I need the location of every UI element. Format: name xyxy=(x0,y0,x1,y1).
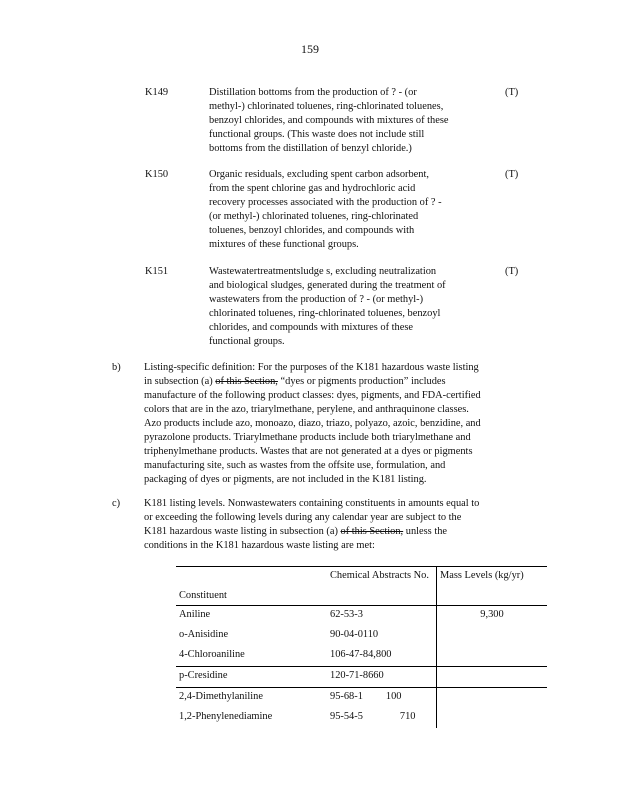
cell-mass xyxy=(437,667,548,688)
cell-constituent: Aniline xyxy=(179,609,211,620)
text-span: K181 hazardous waste listing in subsection (a) xyxy=(144,526,341,537)
cell-constituent: o-Anisidine xyxy=(179,629,229,640)
cell-mass: 9,300 xyxy=(480,609,504,620)
description-line: functional groups. (This waste does not include still xyxy=(209,129,425,140)
paragraph-line: Azo products include azo, monoazo, diazo, triazo, polyazo, azoic, benzidine, and xyxy=(144,418,481,429)
paragraph-line: K181 listing levels. Nonwastewaters containing constituents in amounts equal to xyxy=(144,498,480,509)
description-line: Organic residuals, excluding spent carbon adsorbent, xyxy=(209,169,429,180)
description-line: Wastewatertreatmentsludge s, excluding neutralization xyxy=(209,266,437,277)
waste-code: K151 xyxy=(145,266,169,277)
table-row xyxy=(176,708,547,728)
paragraph-line: manufacturing site, such as wastes from the offsite use, formulation, and xyxy=(144,460,446,471)
description-line: (or methyl-) chlorinated toluenes, ring-chlorinated xyxy=(209,211,419,222)
header-cas: Chemical Abstracts No. xyxy=(327,567,437,606)
cell-mass xyxy=(437,626,548,646)
cell-mass xyxy=(437,708,548,728)
text-span: unless the xyxy=(403,526,448,537)
description-line: and biological sludges, generated during the treatment of xyxy=(209,280,446,291)
description-line: mixtures of these functional groups. xyxy=(209,239,359,250)
paragraph-label: c) xyxy=(112,498,121,509)
struck-text: of this Section, xyxy=(215,376,278,387)
description-line: benzoyl chlorides, and compounds with mixtures of these xyxy=(209,115,449,126)
paragraph-line: triphenylmethane products. Wastes that are not generated at a dyes or pigments xyxy=(144,446,473,457)
waste-description xyxy=(209,168,494,252)
waste-description xyxy=(209,265,494,349)
waste-description xyxy=(209,86,494,156)
waste-code: K149 xyxy=(145,87,169,98)
cell-mass xyxy=(437,688,548,709)
cas-number: 95-54-5 xyxy=(330,711,363,722)
description-line: functional groups. xyxy=(209,336,285,347)
paragraph-line: conditions in the K181 hazardous waste listing are met: xyxy=(144,540,375,551)
paragraph-c xyxy=(144,497,539,553)
paragraph-b xyxy=(144,361,539,487)
paragraph-line xyxy=(144,375,539,389)
cell-cas xyxy=(327,688,437,709)
header-constituent: Constituent xyxy=(179,590,227,601)
description-line: chlorides, and compounds with mixtures of these xyxy=(209,322,414,333)
cell-constituent: 2,4-Dimethylaniline xyxy=(179,691,263,702)
table-row xyxy=(176,688,547,709)
cell-cas: 90-04-0110 xyxy=(327,626,437,646)
waste-code: K150 xyxy=(145,169,169,180)
paragraph-line: manufacture of the following product classes: dyes, pigments, and FDA-certified xyxy=(144,390,481,401)
description-line: bottoms from the distillation of benzyl chloride.) xyxy=(209,143,412,154)
table-row xyxy=(176,667,547,688)
paragraph-line: or exceeding the following levels during any calendar year are subject to the xyxy=(144,512,462,523)
description-line: chlorinated toluenes, ring-chlorinated toluenes, benzoyl xyxy=(209,308,441,319)
cas-number: 95-68-1 xyxy=(330,691,363,702)
paragraph-line: Listing-specific definition: For the purposes of the K181 hazardous waste listing xyxy=(144,362,479,373)
header-mass: Mass Levels (kg/yr) xyxy=(440,570,524,581)
paragraph-line: packaging of dyes or pigments, are not included in the K181 listing. xyxy=(144,474,427,485)
cell-constituent: 4-Chloroaniline xyxy=(179,649,245,660)
cell-constituent: p-Cresidine xyxy=(179,670,228,681)
description-line: toluenes, benzoyl chlorides, and compounds with xyxy=(209,225,415,236)
cell-mass xyxy=(437,646,548,667)
cell-cas: 106-47-84,800 xyxy=(327,646,437,667)
paragraph-line xyxy=(144,525,539,539)
constituent-table xyxy=(176,566,547,728)
cell-cas xyxy=(327,708,437,728)
struck-text: of this Section, xyxy=(340,526,404,537)
description-line: Distillation bottoms from the production of ? - (or xyxy=(209,87,417,98)
paragraph-line: pyrazolone products. Triarylmethane products include both triarylmethane and xyxy=(144,432,471,443)
table-row xyxy=(176,606,547,627)
cas-extra: 100 xyxy=(385,691,402,702)
hazard-flag: (T) xyxy=(505,87,519,98)
page-number: 159 xyxy=(301,42,319,56)
description-line: recovery processes associated with the production of ? - xyxy=(209,197,442,208)
paragraph-line: colors that are in the azo, triarylmethane, perylene, and anthraquinone classes. xyxy=(144,404,469,415)
description-line: from the spent chlorine gas and hydrochloric acid xyxy=(209,183,416,194)
table-row xyxy=(176,626,547,646)
table-row xyxy=(176,646,547,667)
text-span: in subsection (a) xyxy=(144,376,216,387)
text-span: “dyes or pigments production” includes xyxy=(277,376,446,387)
hazard-flag: (T) xyxy=(505,266,519,277)
cell-cas: 62-53-3 xyxy=(327,606,437,627)
paragraph-label: b) xyxy=(112,362,121,373)
hazard-flag: (T) xyxy=(505,169,519,180)
description-line: wastewaters from the production of ? - (or methyl-) xyxy=(209,294,424,305)
description-line: methyl-) chlorinated toluenes, ring-chlorinated toluenes, xyxy=(209,101,444,112)
cell-cas: 120-71-8660 xyxy=(327,667,437,688)
cas-extra: 710 xyxy=(399,711,416,722)
cell-constituent: 1,2-Phenylenediamine xyxy=(179,711,273,722)
